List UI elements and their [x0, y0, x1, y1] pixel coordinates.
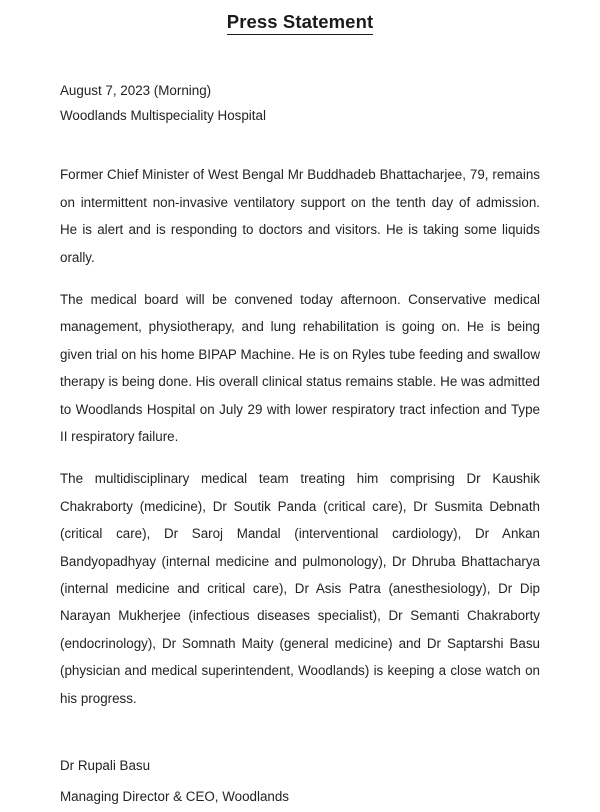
statement-paragraph: Former Chief Minister of West Bengal Mr Buddhadeb Bhattacharjee, 79, remains on intermittent non-invasive ventilatory support on the tenth day of admission. He is alert and is responding to doctors and visitors. He is taking some liquids orally.	[60, 167, 540, 265]
statement-paragraph: The multidisciplinary medical team treating him comprising Dr Kaushik Chakraborty (medicine), Dr Soutik Panda (critical care), Dr Susmita Debnath (critical care), Dr Saroj Mandal (interventional cardiology), Dr Ankan Bandyopadhyay (internal medicine and pulmonology), Dr Dhruba Bhattacharya (internal medicine and critical care), Dr Asis Patra (anesthesiology), Dr Dip Narayan Mukherjee (infectious diseases specialist), Dr Semanti Chakraborty (endocrinology), Dr Somnath Maity (general medicine) and Dr Saptarshi Basu (physician and medical superintendent, Woodlands) is keeping a close watch on his progress.	[60, 471, 540, 706]
document-meta	[0, 35, 600, 128]
issuing-hospital: Woodlands Multispeciality Hospital	[60, 108, 266, 124]
statement-body	[0, 161, 600, 712]
page-title	[0, 0, 600, 35]
statement-date: August 7, 2023 (Morning)	[60, 83, 212, 99]
page-title-text: Press Statement	[227, 12, 373, 35]
signature-block	[0, 750, 600, 812]
signatory-designation: Managing Director & CEO, Woodlands	[60, 789, 289, 805]
signatory-name: Dr Rupali Basu	[60, 758, 151, 774]
statement-paragraph: The medical board will be convened today afternoon. Conservative medical management, physiotherapy, and lung rehabilitation is going on. He is being given trial on his home BIPAP Machine. He is on Ryles tube feeding and swallow therapy is being done. His overall clinical status remains stable. He was admitted to Woodlands Hospital on July 29 with lower respiratory tract infection and Type II respiratory failure.	[60, 291, 540, 444]
